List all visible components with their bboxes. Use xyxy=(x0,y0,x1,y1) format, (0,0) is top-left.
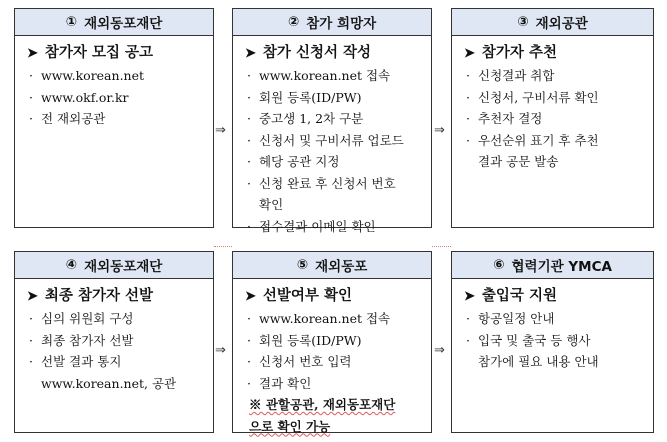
list-item: · 선발 결과 통지 xyxy=(27,351,213,373)
step-2-header xyxy=(233,9,431,36)
arrow-bullet-icon: ➤ xyxy=(245,289,256,304)
list-item: · 심의 위원회 구성 xyxy=(27,308,213,330)
step-6-main xyxy=(464,284,653,305)
step-2-title: 참가 희망자 xyxy=(306,16,377,32)
step-3-header xyxy=(452,9,653,36)
list-item: · 신청서 번호 입력 xyxy=(245,351,431,373)
list-item: 참가에 필요 내용 안내 xyxy=(478,354,599,369)
step-5-title: 재외동포 xyxy=(315,259,368,275)
step-5-header xyxy=(233,252,431,279)
row-separator xyxy=(214,246,232,247)
step-4-title: 재외동포재단 xyxy=(84,259,163,275)
list-item: · 추천자 결정 xyxy=(464,108,653,130)
step-5-list xyxy=(245,308,431,437)
flow-arrow-icon: ⇒ xyxy=(434,343,445,358)
list-item: · 전 재외공관 xyxy=(27,108,213,130)
step-1-card xyxy=(14,8,214,228)
step-5-main-label: 선발여부 확인 xyxy=(262,287,352,304)
note-line-1: ※ 관할공관, 재외동포재단 xyxy=(249,397,396,412)
list-item: · www.okf.or.kr xyxy=(27,87,213,109)
step-2-number: ② xyxy=(287,14,300,30)
arrow-bullet-icon: ➤ xyxy=(464,46,475,61)
step-6-header xyxy=(452,252,653,279)
step-6-number: ⑥ xyxy=(493,257,505,273)
step-3-card xyxy=(451,8,654,228)
list-item: · www.korean.net xyxy=(27,65,213,87)
step-2-card xyxy=(232,8,432,234)
step-3-list xyxy=(464,65,653,173)
list-item: · 신청서 및 구비서류 업로드 xyxy=(245,130,431,152)
step-1-number: ① xyxy=(65,14,78,30)
list-item: 결과 공문 발송 xyxy=(478,154,559,169)
list-item: · www.korean.net 접속 xyxy=(245,65,431,87)
list-item: · 우선순위 표기 후 추천 xyxy=(464,130,653,152)
arrow-bullet-icon: ➤ xyxy=(27,289,38,304)
note-text xyxy=(245,394,431,416)
note-line-2: 으로 확인 가능 xyxy=(249,418,331,434)
step-3-title: 재외공관 xyxy=(535,16,588,32)
flow-arrow-icon: ⇒ xyxy=(215,343,226,358)
step-4-header xyxy=(15,252,213,279)
note-text xyxy=(245,416,431,438)
list-item: · 신청서, 구비서류 확인 xyxy=(464,87,653,109)
flow-arrow-icon: ⇒ xyxy=(434,123,445,138)
arrow-bullet-icon: ➤ xyxy=(245,46,256,61)
step-6-main-label: 출입국 지원 xyxy=(481,287,557,304)
list-item: · 결과 확인 xyxy=(245,373,431,395)
list-item: www.korean.net, 공관 xyxy=(41,375,177,391)
step-4-number: ④ xyxy=(65,257,78,273)
step-3-main-label: 참가자 추천 xyxy=(481,44,557,61)
flow-arrow-icon: ⇒ xyxy=(215,123,226,138)
list-item: · 회원 등록(ID/PW) xyxy=(245,330,431,352)
step-1-list xyxy=(27,65,213,130)
step-6-list xyxy=(464,308,653,373)
list-item: · www.korean.net 접속 xyxy=(245,308,431,330)
step-2-main-label: 참가 신청서 작성 xyxy=(262,44,372,61)
step-1-header xyxy=(15,9,213,36)
list-item: · 입국 및 출국 등 행사 xyxy=(464,330,653,352)
list-item: · 회원 등록(ID/PW) xyxy=(245,87,431,109)
list-item: · 최종 참가자 선발 xyxy=(27,330,213,352)
step-5-number: ⑤ xyxy=(296,257,309,273)
step-4-list xyxy=(27,308,213,394)
list-item: · 헤당 공관 지정 xyxy=(245,151,431,173)
step-2-main xyxy=(245,41,431,62)
step-1-title: 재외동포재단 xyxy=(84,16,163,32)
step-6-card xyxy=(451,251,654,433)
arrow-bullet-icon: ➤ xyxy=(27,46,38,61)
step-4-card xyxy=(14,251,214,433)
step-2-list xyxy=(245,65,431,237)
step-5-card xyxy=(232,251,432,433)
step-4-main-label: 최종 참가자 선발 xyxy=(44,287,154,304)
list-item: · 신청 완료 후 신청서 번호 xyxy=(245,173,431,195)
list-item: · 접수결과 이메일 확인 xyxy=(245,216,431,238)
step-4-main xyxy=(27,284,213,305)
list-item: · 항공일정 안내 xyxy=(464,308,653,330)
list-item: 확인 xyxy=(259,197,284,212)
step-3-number: ③ xyxy=(517,14,529,30)
row-separator xyxy=(432,246,451,247)
step-6-title: 협력기관 YMCA xyxy=(511,259,612,275)
step-1-main-label: 참가자 모집 공고 xyxy=(44,44,154,61)
list-item: · 중고생 1, 2차 구분 xyxy=(245,108,431,130)
arrow-bullet-icon: ➤ xyxy=(464,289,475,304)
step-3-main xyxy=(464,41,653,62)
step-5-main xyxy=(245,284,431,305)
list-item: · 신청결과 취합 xyxy=(464,65,653,87)
step-1-main xyxy=(27,41,213,62)
